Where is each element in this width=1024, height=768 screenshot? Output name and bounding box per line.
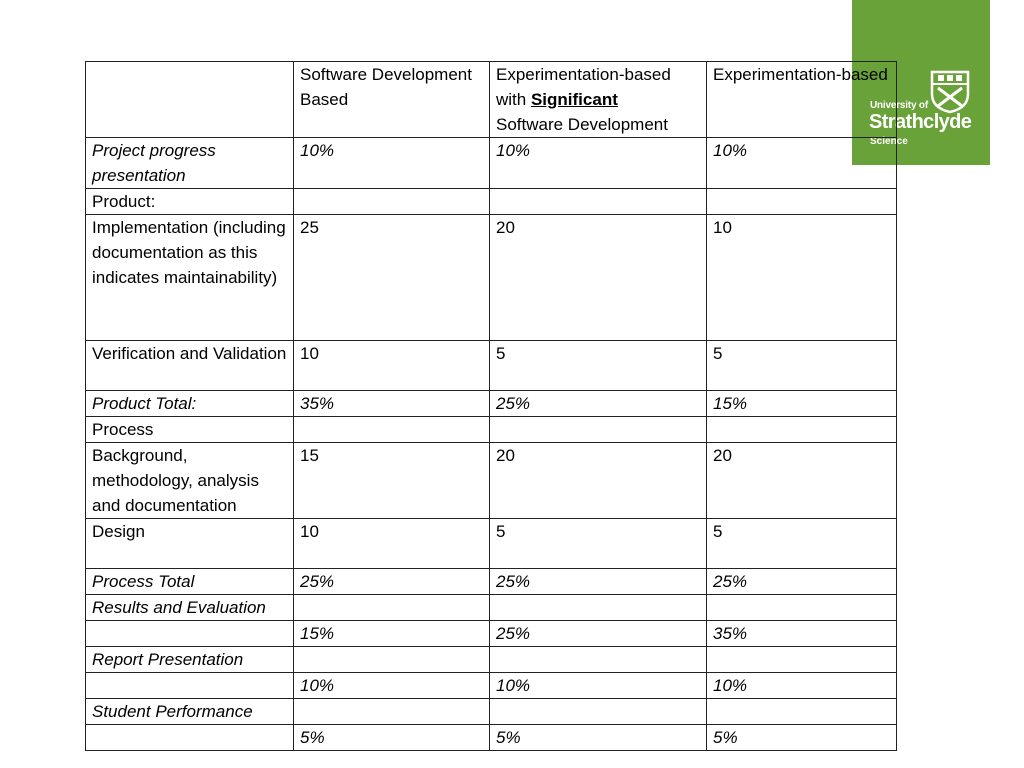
cell-empty bbox=[294, 595, 490, 621]
table-row bbox=[86, 621, 897, 647]
logo-line-2: Strathclyde bbox=[869, 111, 972, 133]
cell-value: 5 bbox=[707, 341, 897, 391]
logo-line-3: Science bbox=[870, 136, 908, 147]
cell-empty bbox=[707, 647, 897, 673]
header-software-development: Software Development Based bbox=[294, 62, 490, 138]
row-label: Product: bbox=[86, 189, 294, 215]
row-label: Implementation (including documentation as this indicates maintainability) bbox=[86, 215, 294, 341]
cell-value: 10 bbox=[294, 519, 490, 569]
row-label: Process bbox=[86, 417, 294, 443]
cell-empty bbox=[490, 699, 707, 725]
table-row bbox=[86, 189, 897, 215]
cell-value: 10 bbox=[294, 341, 490, 391]
cell-value: 35% bbox=[707, 621, 897, 647]
cell-empty bbox=[707, 417, 897, 443]
cell-empty bbox=[490, 417, 707, 443]
cell-empty bbox=[294, 647, 490, 673]
header-empty-cell bbox=[86, 62, 294, 138]
cell-value: 10% bbox=[294, 673, 490, 699]
cell-value: 5 bbox=[490, 341, 707, 391]
cell-empty bbox=[490, 595, 707, 621]
table-row bbox=[86, 699, 897, 725]
cell-value: 15 bbox=[294, 443, 490, 519]
cell-value: 10% bbox=[490, 673, 707, 699]
logo-line-1: University of bbox=[870, 100, 928, 111]
cell-value: 25 bbox=[294, 215, 490, 341]
cell-value: 20 bbox=[490, 443, 707, 519]
row-label: Results and Evaluation bbox=[86, 595, 294, 621]
cell-value: 25% bbox=[490, 569, 707, 595]
assessment-table bbox=[85, 61, 897, 751]
table-row bbox=[86, 519, 897, 569]
cell-value: 25% bbox=[490, 391, 707, 417]
crest-icon bbox=[930, 70, 970, 114]
header-experimentation-significant bbox=[490, 62, 707, 138]
cell-value: 5% bbox=[294, 725, 490, 751]
table-row bbox=[86, 725, 897, 751]
table-row bbox=[86, 569, 897, 595]
cell-value: 5 bbox=[490, 519, 707, 569]
row-label: Design bbox=[86, 519, 294, 569]
cell-value: 20 bbox=[707, 443, 897, 519]
cell-value: 5 bbox=[707, 519, 897, 569]
cell-value: 15% bbox=[294, 621, 490, 647]
cell-empty bbox=[707, 189, 897, 215]
row-label: Student Performance bbox=[86, 699, 294, 725]
row-label: Project progress presentation bbox=[86, 138, 294, 189]
cell-value: 10 bbox=[707, 215, 897, 341]
row-label: Background, methodology, analysis and documentation bbox=[86, 443, 294, 519]
cell-value: 15% bbox=[707, 391, 897, 417]
cell-value: 10% bbox=[490, 138, 707, 189]
table-row bbox=[86, 138, 897, 189]
cell-empty bbox=[294, 189, 490, 215]
table-row bbox=[86, 595, 897, 621]
table-row bbox=[86, 443, 897, 519]
cell-empty bbox=[86, 725, 294, 751]
cell-value: 25% bbox=[490, 621, 707, 647]
table-row bbox=[86, 417, 897, 443]
table-header-row bbox=[86, 62, 897, 138]
cell-value: 25% bbox=[294, 569, 490, 595]
cell-empty bbox=[707, 595, 897, 621]
cell-value: 25% bbox=[707, 569, 897, 595]
cell-value: 5% bbox=[707, 725, 897, 751]
cell-empty bbox=[86, 673, 294, 699]
cell-empty bbox=[294, 417, 490, 443]
table-row bbox=[86, 647, 897, 673]
cell-value: 5% bbox=[490, 725, 707, 751]
cell-empty bbox=[490, 189, 707, 215]
cell-empty bbox=[86, 621, 294, 647]
header-experimentation: Experimentation-based bbox=[707, 62, 897, 138]
cell-value: 10% bbox=[294, 138, 490, 189]
cell-empty bbox=[707, 699, 897, 725]
row-label: Product Total: bbox=[86, 391, 294, 417]
table-row bbox=[86, 341, 897, 391]
cell-value: 10% bbox=[707, 673, 897, 699]
cell-value: 20 bbox=[490, 215, 707, 341]
table-row bbox=[86, 391, 897, 417]
table-row bbox=[86, 215, 897, 341]
header-col2-bold: Significant bbox=[530, 90, 618, 109]
row-label: Process Total bbox=[86, 569, 294, 595]
row-label: Report Presentation bbox=[86, 647, 294, 673]
table-row bbox=[86, 673, 897, 699]
header-col2-post: Software Development bbox=[496, 115, 668, 134]
cell-empty bbox=[490, 647, 707, 673]
cell-value: 10% bbox=[707, 138, 897, 189]
cell-empty bbox=[294, 699, 490, 725]
row-label: Verification and Validation bbox=[86, 341, 294, 391]
cell-value: 35% bbox=[294, 391, 490, 417]
header-col2-pre: Experimentation-based with bbox=[496, 65, 671, 109]
